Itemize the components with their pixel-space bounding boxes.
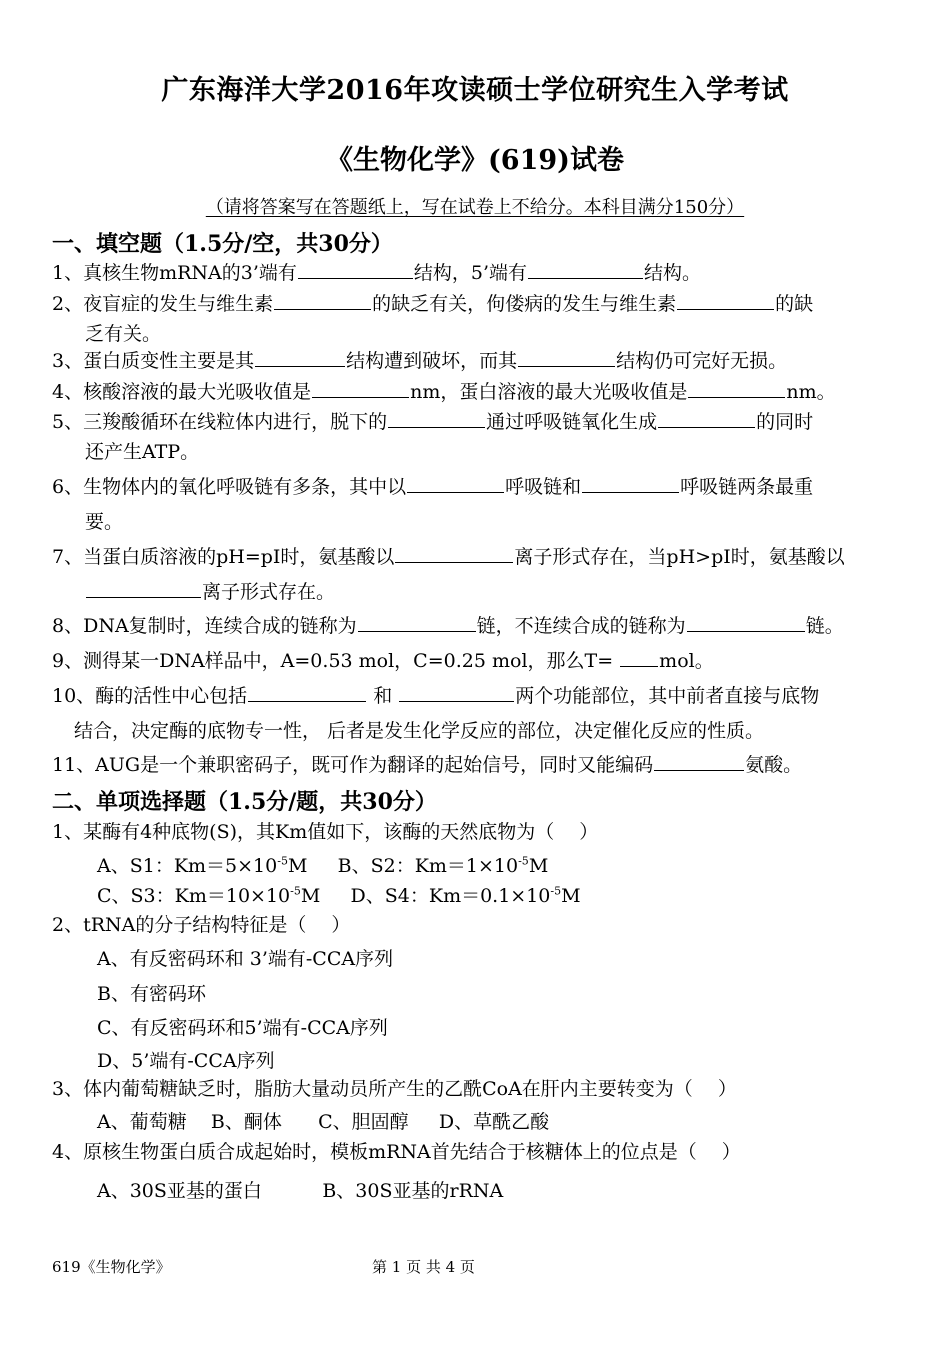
answer-blank xyxy=(255,348,345,367)
answer-blank xyxy=(620,648,658,667)
choice-question-2-option-d: D、5’端有-CCA序列 xyxy=(97,1050,275,1072)
answer-blank xyxy=(658,409,755,428)
answer-blank xyxy=(395,544,513,563)
answer-blank xyxy=(274,291,371,310)
answer-blank xyxy=(654,752,744,771)
exam-title: 广东海洋大学2016年攻读硕士学位研究生入学考试 xyxy=(161,75,789,106)
fill-question-3: 3、蛋白质变性主要是其 结构遭到破坏，而其 结构仍可完好无损。 xyxy=(52,350,788,372)
answer-blank xyxy=(312,379,409,398)
choice-question-3-options: A、葡萄糖 B、酮体 C、胆固醇 D、草酰乙酸 xyxy=(97,1111,550,1133)
answer-blank xyxy=(687,613,805,632)
fill-question-4: 4、核酸溶液的最大光吸收值是 nm，蛋白溶液的最大光吸收值是 nm。 xyxy=(52,381,836,403)
choice-question-2-option-c: C、有反密码环和5’端有-CCA序列 xyxy=(97,1017,388,1039)
footer-course: 619《生物化学》 xyxy=(52,1258,171,1276)
answer-blank xyxy=(298,260,413,279)
choice-question-1-stem: 1、某酶有4种底物(S)，其Km值如下，该酶的天然底物为（ ） xyxy=(52,821,599,843)
fill-question-2: 2、夜盲症的发生与维生素 的缺乏有关，佝偻病的发生与维生素 的缺 乏有关。 xyxy=(52,293,814,345)
answer-blank xyxy=(518,348,615,367)
answer-blank xyxy=(248,683,366,702)
answer-blank xyxy=(358,613,476,632)
answer-blank xyxy=(528,260,643,279)
fill-question-11: 11、AUG是一个兼职密码子，既可作为翻译的起始信号，同时又能编码 氨酸。 xyxy=(52,754,803,776)
footer-page-number: 第 1 页 共 4 页 xyxy=(372,1258,475,1276)
fill-question-1: 1、真核生物mRNA的3’端有 结构，5’端有 结构。 xyxy=(52,262,702,284)
section2-heading: 二、单项选择题（1.5分/题，共30分） xyxy=(52,789,437,815)
answer-blank xyxy=(688,379,785,398)
fill-question-9: 9、测得某一DNA样品中，A=0.53 mol，C=0.25 mol，那么T= mol。 xyxy=(52,650,714,672)
fill-question-10: 10、酶的活性中心包括 和 两个功能部位，其中前者直接与底物 结合，决定酶的底物专一性， 后者是发生化学反应的部位，决定催化反应的性质。 xyxy=(52,685,820,742)
fill-question-8: 8、DNA复制时，连续合成的链称为 链，不连续合成的链称为 链。 xyxy=(52,615,844,637)
exam-subtitle: 《生物化学》(619)试卷 xyxy=(326,145,624,176)
choice-question-1-options-ab: A、S1：$Km=5\times 10^{-5}M$ B、S2：$Km=1\times 10^{-5}M$ xyxy=(97,854,549,877)
answer-blank xyxy=(86,579,201,598)
answer-blank xyxy=(582,474,679,493)
answer-blank xyxy=(677,291,774,310)
answer-blank xyxy=(399,683,514,702)
choice-question-2-option-b: B、有密码环 xyxy=(97,983,206,1005)
answer-blank xyxy=(407,474,504,493)
fill-question-7: 7、当蛋白质溶液的pH=pI时，氨基酸以 离子形式存在，当pH>pI时，氨基酸以 离子形式存在。 xyxy=(52,546,845,603)
choice-question-4-options: A、30S亚基的蛋白 B、30S亚基的rRNA xyxy=(97,1180,504,1202)
fill-question-5: 5、三羧酸循环在线粒体内进行，脱下的 通过呼吸链氧化生成 的同时 还产生ATP。 xyxy=(52,411,814,463)
choice-question-2-option-a: A、有反密码环和 3’端有-CCA序列 xyxy=(97,948,394,970)
section1-heading: 一、填空题（1.5分/空，共30分） xyxy=(52,231,393,257)
choice-question-3-stem: 3、体内葡萄糖缺乏时，脂肪大量动员所产生的乙酰CoA在肝内主要转变为（ ） xyxy=(52,1078,737,1100)
choice-question-4-stem: 4、原核生物蛋白质合成起始时，模板mRNA首先结合于核糖体上的位点是（ ） xyxy=(52,1141,741,1163)
choice-question-1-options-cd: C、S3：$Km=10\times 10^{-5}M$ D、S4：$Km=0.1\times 10^{-5}M$ xyxy=(97,884,581,907)
fill-question-6: 6、生物体内的氧化呼吸链有多条，其中以 呼吸链和 呼吸链两条最重 要。 xyxy=(52,476,814,533)
answer-blank xyxy=(388,409,485,428)
exam-instruction: （请将答案写在答题纸上，写在试卷上不给分。本科目满分150分） xyxy=(205,197,745,218)
choice-question-2-stem: 2、tRNA的分子结构特征是（ ） xyxy=(52,914,351,936)
